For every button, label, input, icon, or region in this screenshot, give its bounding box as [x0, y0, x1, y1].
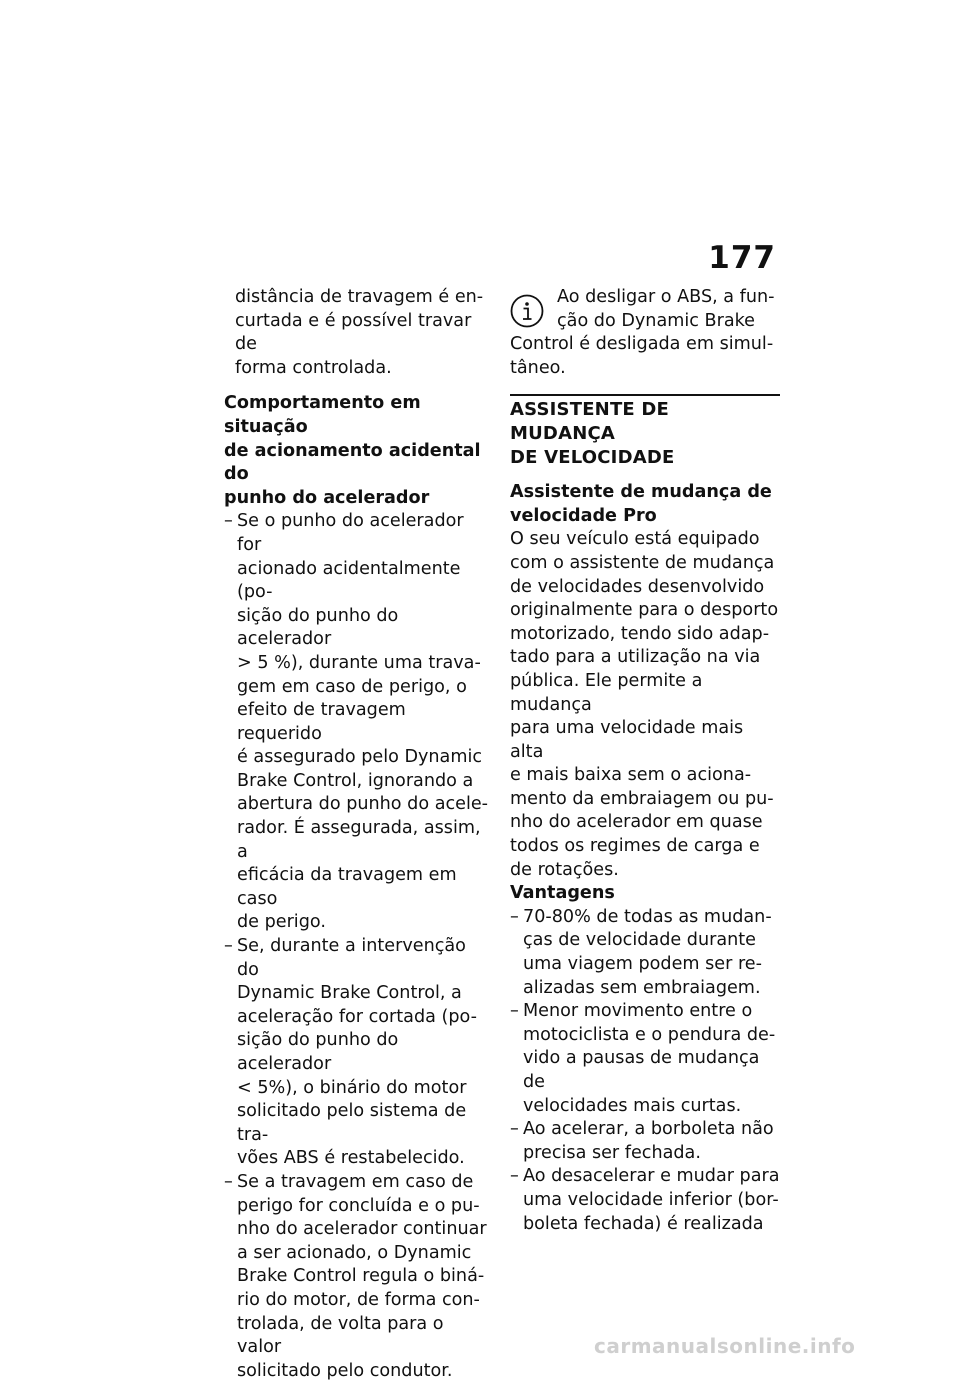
text-line: punho do acelerador: [224, 487, 430, 508]
dash-bullet: –: [510, 1166, 519, 1187]
list-item: – Se, durante a intervenção do Dynamic Brake Control, a aceleração for cortada (po- sição do punho do acelerador < 5%), o binário do motor solicitado pelo sistema de tra- vões ABS é restabelecido.: [224, 936, 477, 1169]
page-number: 177: [708, 240, 776, 276]
text-line: de acionamento acidental do: [224, 440, 481, 485]
section-divider: [510, 394, 780, 396]
text-line: forma controlada.: [235, 357, 392, 378]
right-column: [510, 286, 780, 1236]
dash-bullet: –: [224, 936, 233, 957]
list-item: – Se o punho do acelerador for acionado acidentalmente (po- sição do punho do acelerador > 5 %), durante uma trava- gem em caso de perigo, o efeito de travagem requerido é assegurado pelo Dynamic Brake Control, ignorando a abertura do punho do acele- rador. É assegurada, assim, a eficácia da travagem em caso de perigo.: [224, 511, 489, 933]
text-line: distância de travagem é en-: [235, 287, 484, 307]
dash-bullet: –: [510, 1001, 519, 1022]
text-line: Comportamento em situação: [224, 393, 421, 437]
left-column: [224, 286, 492, 1383]
list-item: – 70-80% de todas as mudan- ças de velocidade durante uma viagem podem ser re- alizadas sem embraiagem.: [510, 906, 772, 998]
dash-bullet: –: [224, 1171, 233, 1192]
advantages-list: [510, 906, 780, 1236]
list-item: – Se a travagem em caso de perigo for concluída e o pu- nho do acelerador continuar a ser acionado, o Dynamic Brake Control regula o biná- rio do motor, de forma con- trolada, de volta para o valor solicitado pelo condutor.: [224, 1171, 487, 1381]
list-item: – Ao desacelerar e mudar para uma velocidade inferior (bor- boleta fechada) é realizada: [510, 1166, 780, 1234]
dash-bullet: –: [510, 1119, 519, 1140]
left-list: [224, 510, 492, 1383]
dash-bullet: –: [510, 906, 519, 927]
watermark-footer: carmanualsonline.info: [594, 1334, 856, 1358]
subheading-shift-assistant: Assistente de mudança de velocidade Pro: [510, 482, 772, 526]
info-note: [510, 286, 780, 380]
section-title: ASSISTENTE DE MUDANÇA DE VELOCIDADE: [510, 399, 675, 468]
text-line: curtada e é possível travar de: [235, 310, 472, 355]
dash-bullet: –: [224, 511, 233, 532]
list-item: – Menor movimento entre o motociclista e o pendura de- vido a pausas de mudança de velocidades mais curtas.: [510, 1001, 776, 1116]
info-text: Ao desligar o ABS, a fun- ção do Dynamic Brake Control é desligada em simul- tâneo.: [510, 287, 775, 378]
advantages-title: Vantagens: [510, 883, 615, 904]
subheading-throttle: [224, 392, 492, 510]
intro-paragraph: [224, 286, 492, 380]
info-icon: [510, 294, 544, 328]
body-paragraph: O seu veículo está equipado com o assistente de mudança de velocidades desenvolvido originalmente para o desporto motorizado, tendo sido adap- tado para a utilização na via pública. Ele permite a mudança para uma velocidade mais alta e mais baixa sem o aciona- mento da embraiagem ou pu- nho do acelerador em quase todos os regimes de carga e de rotações.: [510, 529, 779, 880]
list-item: – Ao acelerar, a borboleta não precisa ser fechada.: [510, 1119, 774, 1163]
